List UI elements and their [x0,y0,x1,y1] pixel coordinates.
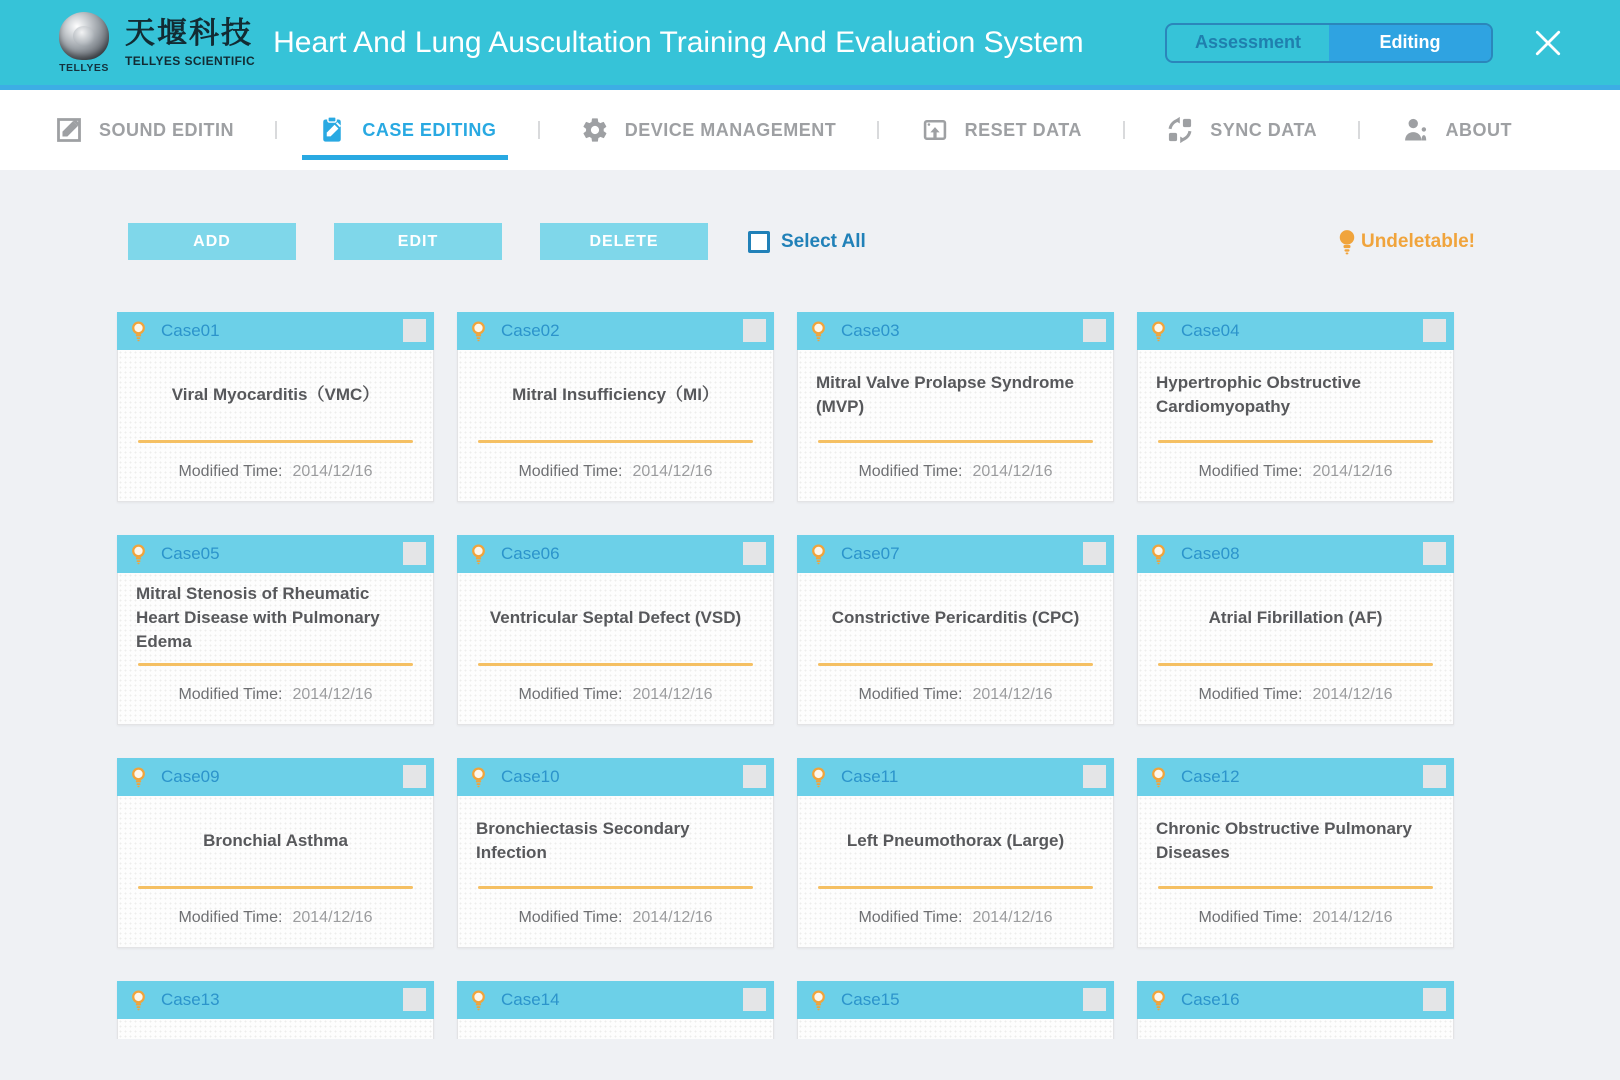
modified-time-row [1138,889,1453,947]
case-checkbox[interactable] [743,765,766,788]
case-card-body [1137,573,1454,725]
case-card-body [1137,1019,1454,1039]
case-card[interactable] [457,312,774,502]
case-card[interactable] [457,535,774,725]
main-nav [0,90,1620,170]
select-all-control [748,231,866,253]
modified-time-row [118,666,433,724]
case-id-label: Case11 [841,767,899,786]
nav-label: DEVICE MANAGEMENT [624,119,837,140]
case-card[interactable] [117,312,434,502]
close-icon [1533,28,1563,58]
case-id-label: Case09 [161,767,220,786]
case-title-area [118,1019,433,1039]
modified-time-value: 2014/12/16 [292,686,373,703]
modified-time-label: Modified Time: [178,686,283,703]
modified-time-value: 2014/12/16 [292,463,373,480]
case-checkbox[interactable] [403,319,426,342]
case-card[interactable] [797,758,1114,948]
nav-label: ABOUT [1445,119,1512,140]
lightbulb-icon [810,320,827,343]
nav-separator [538,121,540,139]
case-card-header [1137,535,1454,573]
case-id-label: Case04 [1181,321,1240,340]
case-title-area [458,1019,773,1039]
case-title-area [458,350,773,440]
case-title-area [118,350,433,440]
case-card-header [797,312,1114,350]
case-card-header [457,981,774,1019]
case-card-header [117,535,434,573]
lightbulb-icon [130,989,147,1012]
case-id-label: Case13 [161,990,220,1009]
case-card[interactable] [1137,535,1454,725]
select-all-label: Select All [781,230,866,252]
editing-tab[interactable]: Editing [1329,25,1491,61]
modified-time-label: Modified Time: [1198,686,1303,703]
modified-time-label: Modified Time: [1198,463,1303,480]
modified-time-label: Modified Time: [1198,909,1303,926]
case-card-header [457,535,774,573]
case-title: Constrictive Pericarditis (CPC) [831,608,1080,628]
case-card-body [1137,350,1454,502]
nav-item-about[interactable] [1401,116,1512,144]
case-checkbox[interactable] [1083,988,1106,1011]
modified-time-label: Modified Time: [178,463,283,480]
case-title-area [118,573,433,663]
nav-item-sync-data[interactable] [1166,116,1317,144]
case-card-header [457,758,774,796]
undeletable-hint [1335,228,1475,256]
case-card[interactable] [797,312,1114,502]
person-icon [1401,116,1429,144]
nav-item-case-editing[interactable] [318,116,496,144]
nav-label: SOUND EDITIN [99,119,235,140]
modified-time-label: Modified Time: [858,463,963,480]
top-bar [0,0,1620,90]
modified-time-label: Modified Time: [518,909,623,926]
brand-name-en: TELLYES SCIENTIFIC [125,53,256,68]
case-title: Bronchiectasis Secondary Infection [476,819,690,862]
case-card-header [1137,981,1454,1019]
case-card-body [797,1019,1114,1039]
lightbulb-icon [130,766,147,789]
modified-time-value: 2014/12/16 [972,463,1053,480]
case-title-area [798,573,1113,663]
case-id-label: Case07 [841,544,900,563]
case-id-label: Case16 [1181,990,1240,1009]
gear-icon [581,116,609,144]
case-title: Ventricular Septal Defect (VSD) [489,608,742,628]
nav-separator [1358,121,1360,139]
brand-name-cn: 天堰科技 [125,16,253,50]
lightbulb-icon [1335,228,1359,256]
case-checkbox[interactable] [403,988,426,1011]
case-checkbox[interactable] [743,319,766,342]
case-card-body [797,350,1114,502]
case-title: Bronchial Asthma [203,831,348,851]
modified-time-value: 2014/12/16 [1312,909,1393,926]
modified-time-label: Modified Time: [518,686,623,703]
undeletable-label: Undeletable! [1360,230,1475,252]
case-card-header [797,535,1114,573]
modified-time-row [1138,666,1453,724]
case-card[interactable] [117,981,434,1039]
case-card[interactable] [457,758,774,948]
reset-device-icon [921,116,949,144]
nav-item-reset-data[interactable] [921,116,1082,144]
case-title: Left Pneumothorax (Large) [846,831,1065,851]
brand-text [125,16,256,68]
lightbulb-icon [810,766,827,789]
edit-button[interactable]: EDIT [334,223,502,260]
modified-time-value: 2014/12/16 [972,686,1053,703]
case-card-header [117,758,434,796]
modified-time-row [458,666,773,724]
case-card[interactable] [117,535,434,725]
case-card-body [457,573,774,725]
lightbulb-icon [1150,989,1167,1012]
case-card[interactable] [457,981,774,1039]
case-checkbox[interactable] [743,542,766,565]
lightbulb-icon [470,989,487,1012]
cards-grid [117,312,1620,1039]
case-checkbox[interactable] [403,542,426,565]
case-title: Atrial Fibrillation (AF) [1208,608,1383,628]
case-checkbox[interactable] [743,988,766,1011]
case-card-header [797,758,1114,796]
case-card-body [117,1019,434,1039]
case-title-area [1138,350,1453,440]
modified-time-row [1138,443,1453,501]
close-button[interactable] [1531,26,1565,60]
lightbulb-icon [1150,543,1167,566]
case-card-header [1137,758,1454,796]
case-card-body [117,796,434,948]
lightbulb-icon [130,320,147,343]
case-id-label: Case03 [841,321,900,340]
nav-label: SYNC DATA [1210,119,1318,140]
case-id-label: Case02 [501,321,560,340]
case-title: Mitral Stenosis of Rheumatic Heart Disease with Pulmonary Edema [136,584,380,651]
case-card[interactable] [797,535,1114,725]
case-title: Chronic Obstructive Pulmonary Diseases [1156,819,1412,862]
case-checkbox[interactable] [1083,319,1106,342]
modified-time-label: Modified Time: [858,909,963,926]
nav-separator [1123,121,1125,139]
case-title-area [1138,1019,1453,1039]
case-card[interactable] [1137,981,1454,1039]
case-id-label: Case06 [501,544,560,563]
case-card-body [797,573,1114,725]
case-checkbox[interactable] [1083,765,1106,788]
cards-viewport [0,312,1620,1039]
case-checkbox[interactable] [1423,319,1446,342]
case-title-area [458,796,773,886]
select-all-checkbox[interactable] [748,231,770,253]
case-card-body [457,350,774,502]
case-card[interactable] [1137,312,1454,502]
case-card-body [1137,796,1454,948]
case-card[interactable] [1137,758,1454,948]
case-title: Viral Myocarditis（VMC） [171,385,380,405]
lightbulb-icon [810,543,827,566]
nav-label: RESET DATA [964,119,1082,140]
case-title-area [458,573,773,663]
case-card-body [797,796,1114,948]
case-id-label: Case05 [161,544,220,563]
mode-toggle [1165,23,1493,63]
case-checkbox[interactable] [1423,765,1446,788]
modified-time-row [798,666,1113,724]
case-card-header [117,312,434,350]
modified-time-row [118,889,433,947]
modified-time-value: 2014/12/16 [632,686,713,703]
case-title: Mitral Insufficiency（MI） [512,385,719,405]
logo-sphere-block [55,12,113,74]
nav-separator [275,121,277,139]
company-logo [55,12,255,74]
lightbulb-icon [1150,320,1167,343]
modified-time-label: Modified Time: [518,463,623,480]
modified-time-value: 2014/12/16 [972,909,1053,926]
lightbulb-icon [470,320,487,343]
modified-time-label: Modified Time: [178,909,283,926]
case-card[interactable] [797,981,1114,1039]
case-checkbox[interactable] [403,765,426,788]
modified-time-value: 2014/12/16 [1312,686,1393,703]
delete-button[interactable]: DELETE [540,223,708,260]
modified-time-row [458,889,773,947]
case-checkbox[interactable] [1423,542,1446,565]
case-card-header [1137,312,1454,350]
lightbulb-icon [810,989,827,1012]
case-id-label: Case10 [501,767,560,786]
case-card-body [457,1019,774,1039]
modified-time-value: 2014/12/16 [292,909,373,926]
nav-item-sound-editing[interactable] [55,116,234,144]
modified-time-value: 2014/12/16 [632,909,713,926]
case-title-area [798,1019,1113,1039]
lightbulb-icon [130,543,147,566]
case-card-body [117,573,434,725]
sync-icon [1166,116,1194,144]
case-id-label: Case12 [1181,767,1240,786]
case-title-area [1138,796,1453,886]
nav-separator [877,121,879,139]
logo-sphere-icon [59,12,109,60]
assessment-tab[interactable]: Assessment [1194,32,1302,52]
case-title-area [118,796,433,886]
case-id-label: Case08 [1181,544,1240,563]
case-title-area [1138,573,1453,663]
nav-label: CASE EDITING [362,119,497,140]
case-checkbox[interactable] [1423,988,1446,1011]
case-toolbar [128,223,1475,260]
modified-time-row [458,443,773,501]
logo-caption: TELLYES [59,61,109,74]
case-card-header [117,981,434,1019]
lightbulb-icon [470,543,487,566]
lightbulb-icon [470,766,487,789]
modified-time-row [798,889,1113,947]
modified-time-row [118,443,433,501]
case-title-area [798,796,1113,886]
modified-time-row [798,443,1113,501]
case-id-label: Case01 [161,321,220,340]
nav-item-device-management[interactable] [581,116,837,144]
case-title-area [798,350,1113,440]
case-card[interactable] [117,758,434,948]
case-card-header [457,312,774,350]
case-title: Hypertrophic Obstructive Cardiomyopathy [1156,373,1361,416]
case-checkbox[interactable] [1083,542,1106,565]
modified-time-value: 2014/12/16 [1312,463,1393,480]
lightbulb-icon [1150,766,1167,789]
clipboard-edit-icon [318,116,346,144]
case-id-label: Case14 [501,990,560,1009]
case-id-label: Case15 [841,990,900,1009]
case-card-body [457,796,774,948]
add-button[interactable]: ADD [128,223,296,260]
case-title: Mitral Valve Prolapse Syndrome (MVP) [816,373,1074,416]
app-title: Heart And Lung Auscultation Training And Evaluation System [273,25,1084,59]
edit-square-icon [55,116,83,144]
case-card-header [797,981,1114,1019]
modified-time-value: 2014/12/16 [632,463,713,480]
modified-time-label: Modified Time: [858,686,963,703]
case-card-body [117,350,434,502]
